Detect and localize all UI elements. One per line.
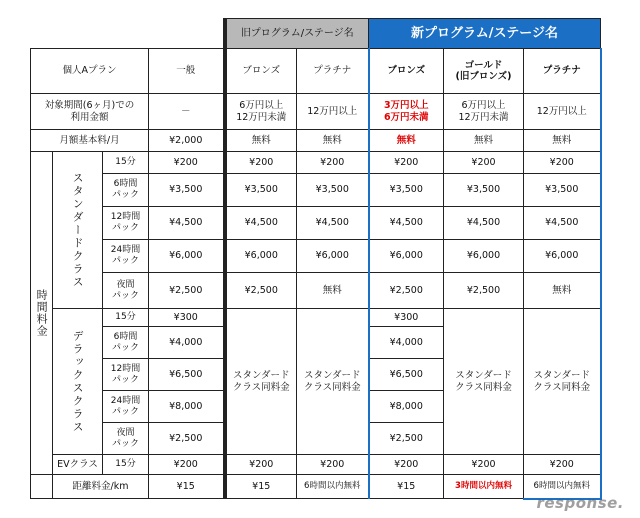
ev-general: ¥200 (149, 455, 225, 475)
std-night-general: ¥2,500 (149, 273, 225, 309)
std-night-new-platinum: 無料 (524, 273, 601, 309)
std-dur-night: 夜間 パック (103, 273, 149, 309)
std-6h-gold: ¥3,500 (444, 174, 524, 207)
new-bronze-header: ブロンズ (369, 49, 444, 94)
period-label: 対象期間(6ヶ月)での 利用金額 (31, 94, 149, 130)
dlx-15-general: ¥300 (149, 309, 225, 327)
std-6h-general: ¥3,500 (149, 174, 225, 207)
std-12h-general: ¥4,500 (149, 207, 225, 240)
ev-new-platinum: ¥200 (524, 455, 601, 475)
ev-new-bronze: ¥200 (369, 455, 444, 475)
std-12h-new-platinum: ¥4,500 (524, 207, 601, 240)
dlx-new-platinum-same: スタンダード クラス同料金 (524, 309, 601, 455)
dlx-12h-new-bronze: ¥6,500 (369, 359, 444, 391)
dlx-15-new-bronze: ¥300 (369, 309, 444, 327)
std-15-new-platinum: ¥200 (524, 152, 601, 174)
std-6h-new-bronze: ¥3,500 (369, 174, 444, 207)
ev-dur: 15分 (103, 455, 149, 475)
dlx-6h-general: ¥4,000 (149, 327, 225, 359)
hourly-label: 時間料金 (31, 152, 53, 475)
dlx-6h-new-bronze: ¥4,000 (369, 327, 444, 359)
pricing-table (30, 18, 602, 500)
ev-gold: ¥200 (444, 455, 524, 475)
std-12h-gold: ¥4,500 (444, 207, 524, 240)
std-dur-15: 15分 (103, 152, 149, 174)
std-12h-new-bronze: ¥4,500 (369, 207, 444, 240)
dlx-dur-15: 15分 (103, 309, 149, 327)
std-15-general: ¥200 (149, 152, 225, 174)
monthly-new-platinum: 無料 (524, 130, 601, 152)
dlx-12h-general: ¥6,500 (149, 359, 225, 391)
old-platinum-header: プラチナ (297, 49, 369, 94)
std-15-new-bronze: ¥200 (369, 152, 444, 174)
gold-header: ゴールド (旧ブロンズ) (444, 49, 524, 94)
ev-old-platinum: ¥200 (297, 455, 369, 475)
std-dur-24h: 24時間 パック (103, 240, 149, 273)
std-24h-gold: ¥6,000 (444, 240, 524, 273)
std-night-new-bronze: ¥2,500 (369, 273, 444, 309)
old-program-header: 旧プログラム/ステージ名 (225, 19, 369, 49)
std-night-old-platinum: 無料 (297, 273, 369, 309)
std-15-old-platinum: ¥200 (297, 152, 369, 174)
period-gold: 6万円以上 12万円未満 (444, 94, 524, 130)
watermark-logo: response. (536, 494, 624, 512)
deluxe-class-label: デラックスクラス (53, 309, 103, 455)
std-24h-old-platinum: ¥6,000 (297, 240, 369, 273)
std-12h-old-bronze: ¥4,500 (225, 207, 297, 240)
std-dur-12h: 12時間 パック (103, 207, 149, 240)
period-new-bronze: 3万円以上 6万円未満 (369, 94, 444, 130)
new-platinum-header: プラチナ (524, 49, 601, 94)
period-old-bronze: 6万円以上 12万円未満 (225, 94, 297, 130)
dlx-dur-6h: 6時間 パック (103, 327, 149, 359)
general-header: 一般 (149, 49, 225, 94)
plan-header: 個人Aプラン (31, 49, 149, 94)
std-15-gold: ¥200 (444, 152, 524, 174)
distance-old-bronze: ¥15 (225, 475, 297, 499)
ev-old-bronze: ¥200 (225, 455, 297, 475)
old-bronze-header: ブロンズ (225, 49, 297, 94)
std-night-old-bronze: ¥2,500 (225, 273, 297, 309)
ev-class-label: EVクラス (53, 455, 103, 475)
period-old-platinum: 12万円以上 (297, 94, 369, 130)
std-6h-old-bronze: ¥3,500 (225, 174, 297, 207)
distance-gold: 3時間以内無料 (444, 475, 524, 499)
std-dur-6h: 6時間 パック (103, 174, 149, 207)
monthly-label: 月額基本料/月 (31, 130, 149, 152)
std-night-gold: ¥2,500 (444, 273, 524, 309)
monthly-new-bronze: 無料 (369, 130, 444, 152)
std-6h-old-platinum: ¥3,500 (297, 174, 369, 207)
dlx-dur-12h: 12時間 パック (103, 359, 149, 391)
dlx-old-platinum-same: スタンダード クラス同料金 (297, 309, 369, 455)
std-6h-new-platinum: ¥3,500 (524, 174, 601, 207)
period-general: － (149, 94, 225, 130)
std-24h-general: ¥6,000 (149, 240, 225, 273)
dlx-dur-night: 夜間 パック (103, 423, 149, 455)
dlx-24h-new-bronze: ¥8,000 (369, 391, 444, 423)
monthly-old-bronze: 無料 (225, 130, 297, 152)
new-program-header: 新プログラム/ステージ名 (369, 19, 601, 49)
monthly-gold: 無料 (444, 130, 524, 152)
dlx-night-general: ¥2,500 (149, 423, 225, 455)
distance-general: ¥15 (149, 475, 225, 499)
standard-class-label: スタンダードクラス (53, 152, 103, 309)
dlx-24h-general: ¥8,000 (149, 391, 225, 423)
distance-new-platinum: 6時間以内無料 (524, 475, 601, 499)
dlx-night-new-bronze: ¥2,500 (369, 423, 444, 455)
dlx-old-bronze-same: スタンダード クラス同料金 (225, 309, 297, 455)
distance-label: 距離料金/km (53, 475, 149, 499)
period-new-platinum: 12万円以上 (524, 94, 601, 130)
std-24h-old-bronze: ¥6,000 (225, 240, 297, 273)
std-12h-old-platinum: ¥4,500 (297, 207, 369, 240)
std-24h-new-platinum: ¥6,000 (524, 240, 601, 273)
distance-new-bronze: ¥15 (369, 475, 444, 499)
std-24h-new-bronze: ¥6,000 (369, 240, 444, 273)
dlx-gold-same: スタンダード クラス同料金 (444, 309, 524, 455)
std-15-old-bronze: ¥200 (225, 152, 297, 174)
dlx-dur-24h: 24時間 パック (103, 391, 149, 423)
monthly-old-platinum: 無料 (297, 130, 369, 152)
monthly-general: ¥2,000 (149, 130, 225, 152)
distance-old-platinum: 6時間以内無料 (297, 475, 369, 499)
